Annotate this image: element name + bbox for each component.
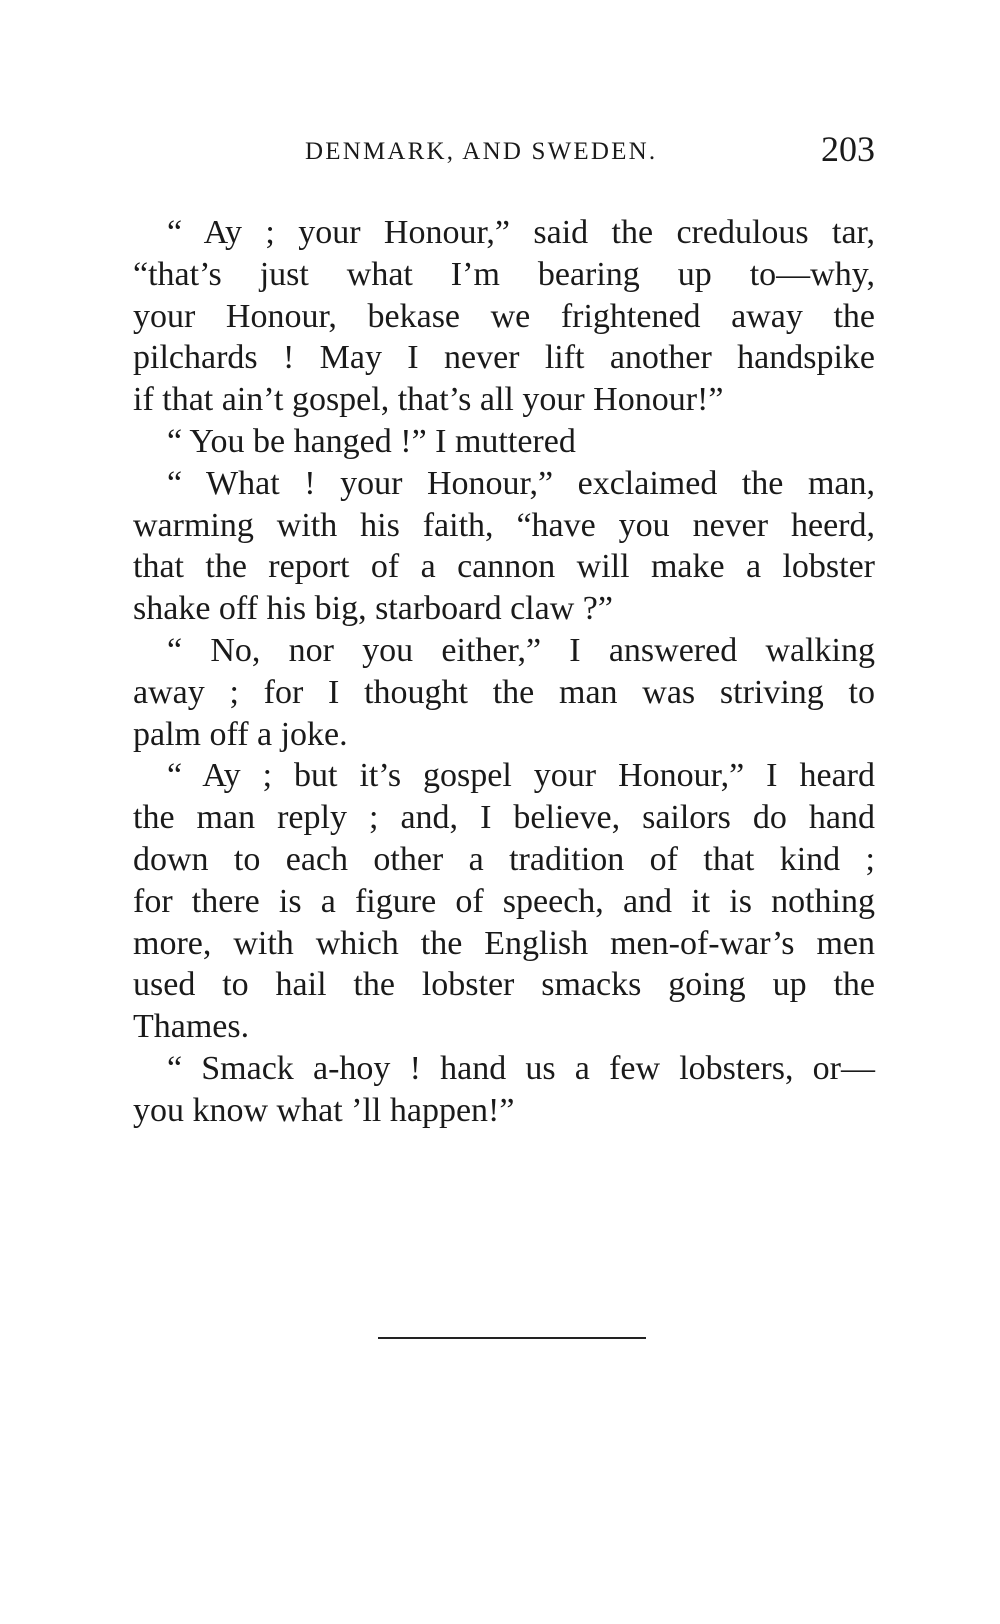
text-line: if that ain’t gospel, that’s all your Honour!”: [133, 381, 724, 419]
text-line: you know what ’ll happen!”: [133, 1091, 515, 1129]
text-line: the man reply ; and, I believe, sailors do hand: [133, 799, 875, 837]
text-line: “ Smack a-hoy ! hand us a few lobsters, or—: [167, 1049, 875, 1087]
text-line: your Honour, bekase we frightened away the: [133, 297, 875, 335]
body-text: [133, 212, 875, 1132]
text-line: away ; for I thought the man was striving to: [133, 673, 875, 711]
text-line: for there is a figure of speech, and it is nothing: [133, 882, 875, 920]
text-line: “ Ay ; your Honour,” said the credulous tar,: [167, 214, 875, 251]
text-line: shake off his big, starboard claw ?”: [133, 590, 613, 628]
paragraph-2: [133, 421, 875, 463]
text-line: more, with which the English men-of-war’s men: [133, 924, 875, 962]
chapter-end-rule: [378, 1337, 646, 1339]
paragraph-3: [133, 463, 875, 630]
text-line: pilchards ! May I never lift another handspike: [133, 339, 875, 377]
text-line: “that’s just what I’m bearing up to—why,: [133, 255, 875, 293]
text-line: warming with his faith, “have you never heerd,: [133, 506, 875, 544]
text-line: that the report of a cannon will make a lobster: [133, 548, 875, 586]
running-head: [133, 128, 875, 178]
paragraph-1: [133, 212, 875, 421]
text-line: “ Ay ; but it’s gospel your Honour,” I heard: [167, 757, 875, 795]
text-line: “ What ! your Honour,” exclaimed the man,: [167, 464, 875, 502]
paragraph-4: [133, 630, 875, 755]
text-line: used to hail the lobster smacks going up the: [133, 966, 875, 1004]
running-title: DENMARK, AND SWEDEN.: [305, 138, 658, 165]
text-line: palm off a joke.: [133, 715, 348, 753]
text-line: Thames.: [133, 1008, 250, 1046]
paragraph-5: [133, 755, 875, 1048]
paragraph-6: [133, 1048, 875, 1132]
page-number: 203: [821, 129, 875, 169]
text-line: “ You be hanged !” I muttered: [167, 422, 576, 460]
text-line: “ No, nor you either,” I answered walking: [167, 631, 875, 669]
text-line: down to each other a tradition of that kind ;: [133, 840, 875, 878]
